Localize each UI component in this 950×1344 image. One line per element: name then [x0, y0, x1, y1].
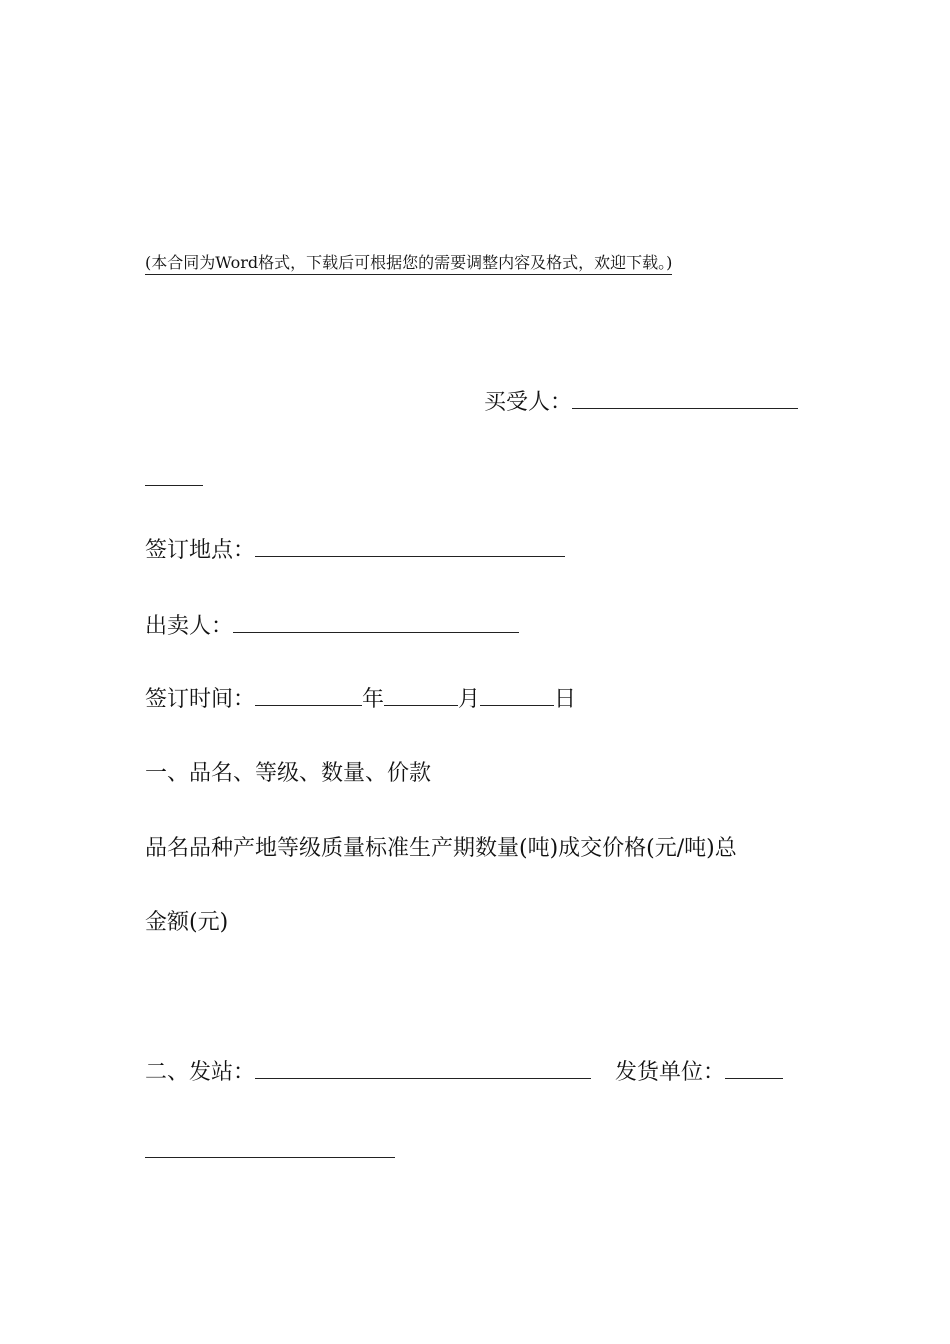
month-label: 月	[458, 687, 481, 712]
sign-place-blank[interactable]	[255, 536, 565, 557]
section1-heading: 一、品名、等级、数量、价款	[145, 761, 432, 786]
sign-time-line	[145, 685, 576, 714]
seller-blank[interactable]	[233, 612, 519, 633]
day-label: 日	[554, 687, 577, 712]
year-blank[interactable]	[255, 685, 362, 706]
table-header-line1: 品名品种产地等级质量标准生产期数量(吨)成交价格(元/吨)总	[145, 836, 737, 861]
month-blank[interactable]	[384, 685, 458, 706]
buyer-blank[interactable]	[572, 388, 798, 409]
shipper-label: 发货单位：	[615, 1060, 726, 1085]
day-blank[interactable]	[480, 685, 554, 706]
seller-line	[145, 612, 519, 641]
shipper-blank[interactable]	[725, 1058, 783, 1079]
seller-label: 出卖人：	[145, 614, 234, 639]
station-label: 二、发站：	[145, 1060, 256, 1085]
table-header-line2: 金额(元)	[145, 910, 229, 935]
format-note: (本合同为Word格式，下载后可根据您的需要调整内容及格式，欢迎下载。)	[145, 252, 672, 275]
shipper-blank-continued[interactable]	[145, 1157, 395, 1158]
sign-time-label: 签订时间：	[145, 687, 256, 712]
sign-place-line	[145, 536, 565, 565]
buyer-blank-continued[interactable]	[145, 485, 203, 486]
year-label: 年	[362, 687, 385, 712]
buyer-line	[484, 388, 798, 417]
section2-line	[145, 1058, 783, 1087]
sign-place-label: 签订地点：	[145, 538, 256, 563]
buyer-label: 买受人：	[484, 390, 573, 415]
station-blank[interactable]	[255, 1058, 591, 1079]
